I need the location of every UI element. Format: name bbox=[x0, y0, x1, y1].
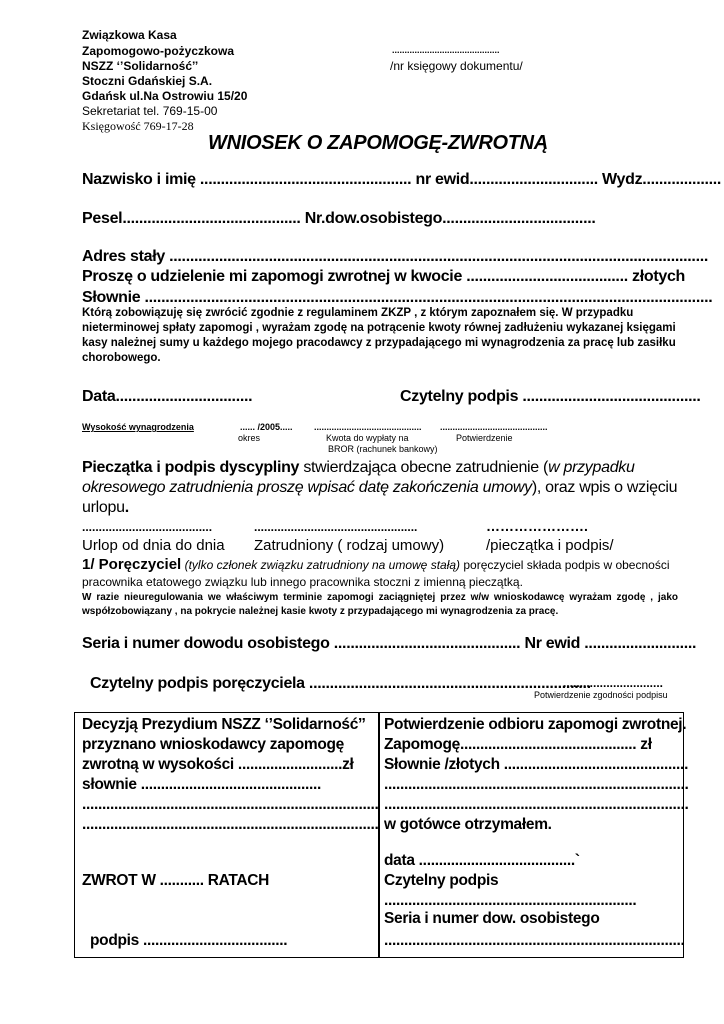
name-line[interactable]: Nazwisko i imię ................................................... nr ewid............................... Wydz................... bbox=[82, 171, 722, 188]
stamp-label: /pieczątka i podpis/ bbox=[486, 537, 614, 554]
salary-amount-dots[interactable]: ........................................... bbox=[314, 422, 422, 432]
request-amount-line[interactable]: Proszę o udzielenie mi zapomogi zwrotnej w kwocie ....................................... złotych bbox=[82, 268, 686, 285]
decision-dots-2[interactable]: .......................................................................... bbox=[82, 816, 379, 833]
employer-dot: . bbox=[124, 499, 129, 516]
doc-number-label: /nr księgowy dokumentu/ bbox=[390, 59, 523, 73]
org-address: Gdańsk ul.Na Ostrowiu 15/20 bbox=[82, 89, 248, 103]
applicant-signature-field[interactable]: Czytelny podpis ........................................... bbox=[400, 388, 701, 405]
employer-paragraph bbox=[82, 458, 678, 518]
decision-signature-field[interactable]: podpis .................................... bbox=[90, 932, 288, 949]
receipt-dots-1[interactable]: ............................................................................ bbox=[384, 776, 689, 793]
decision-line-2: przyznano wnioskodawcy zapomogę bbox=[82, 736, 344, 753]
salary-confirm-dots[interactable]: ........................................... bbox=[440, 422, 548, 432]
decision-dots-1[interactable]: .......................................................................... bbox=[82, 796, 379, 813]
salary-period[interactable]: ...... /2005..... bbox=[240, 422, 293, 432]
guarantor-paragraph bbox=[82, 556, 682, 591]
leave-dots[interactable]: ....................................... bbox=[82, 520, 213, 534]
document-title: WNIOSEK O ZAPOMOGĘ-ZWROTNĄ bbox=[208, 132, 548, 154]
commitment-text: Którą zobowiązuję się zwrócić zgodnie z regulaminem ZKZP , z którym zapoznałem się. W przypadku nieterminowej spłaty zapomogi , wyrażam zgodę na potrącenie kwoty równej zadłużeniu wykazanej księgami kasy należnej sumy u każdego mojego pracodawcy z przypadającego mi wynagrodzenia za pracę lub zasiłku chorobowego. bbox=[82, 307, 676, 364]
org-name-line-4: Stoczni Gdańskiej S.A. bbox=[82, 74, 213, 88]
table-divider bbox=[378, 712, 380, 958]
decision-words-field[interactable]: słownie ............................................. bbox=[82, 776, 322, 793]
amount-words-line[interactable]: Słownie ......................................................................................................................................... bbox=[82, 289, 713, 306]
receipt-amount-field[interactable]: Zapomogę............................................ zł bbox=[384, 736, 652, 753]
salary-label: Wysokość wynagrodzenia bbox=[82, 422, 194, 432]
guarantor-signature-line[interactable]: Czytelny podpis poręczyciela .................................................................... bbox=[90, 675, 591, 692]
pesel-id-line[interactable]: Pesel........................................... Nr.dow.osobistego..................................... bbox=[82, 210, 596, 227]
guarantor-consent: W razie nieuregulowania we właściwym terminie zapomogi zaciągniętej przez w/w wnioskodawcę wyrażam zgodę , jako współzobowiązany , na pokrycie należnej kasie kwoty z przypadającego mi wynagrodzenia za pracę. bbox=[82, 592, 678, 617]
guarantor-italic: (tylko członek związku zatrudniony na umowę stałą) bbox=[184, 558, 461, 572]
employer-italic: w przypadku okresowego zatrudnienia proszę wpisać datę zakończenia umowy bbox=[82, 459, 635, 496]
guarantor-text: poręczyciel składa podpis w obecności pracownika etatowego związku lub innego pracownika stoczni z imienną pieczątką. bbox=[82, 558, 670, 589]
receipt-dots-2[interactable]: ............................................................................ bbox=[384, 796, 689, 813]
confirm-caption: Potwierdzenie bbox=[456, 433, 513, 443]
doc-number-dots: ........................................... bbox=[392, 45, 500, 55]
receipt-date-field[interactable]: data .......................................` bbox=[384, 852, 580, 869]
guarantor-heading: 1/ Poręczyciel bbox=[82, 556, 182, 573]
receipt-cash-text: w gotówce otrzymałem. bbox=[384, 816, 552, 833]
accounting-phone: Księgowość 769-17-28 bbox=[82, 119, 194, 133]
installments-field[interactable]: ZWROT W ........... RATACH bbox=[82, 872, 270, 889]
decision-amount-field[interactable]: zwrotną w wysokości ..........................zł bbox=[82, 756, 354, 773]
stamp-dots[interactable]: …………………. bbox=[486, 518, 588, 534]
receipt-signature-dots[interactable]: ............................................................... bbox=[384, 892, 637, 909]
address-line[interactable]: Adres stały .................................................................................................................................. bbox=[82, 248, 709, 265]
org-name-line-3: NSZZ ‘’Solidarność’’ bbox=[82, 59, 199, 73]
receipt-id-dots[interactable]: ........................................................................... bbox=[384, 932, 685, 949]
employer-heading: Pieczątka i podpis dyscypliny bbox=[82, 459, 300, 476]
employer-text-end: ), oraz wpis o wzięciu urlopu bbox=[82, 479, 678, 516]
secretariat-phone: Sekretariat tel. 769-15-00 bbox=[82, 104, 218, 118]
employer-text: stwierdzająca obecne zatrudnienie ( bbox=[299, 459, 549, 476]
signature-confirm-dots[interactable]: .............................. bbox=[563, 676, 664, 690]
org-name-line-2: Zapomogowo-pożyczkowa bbox=[82, 44, 235, 58]
receipt-words-field[interactable]: Słownie /złotych .............................................. bbox=[384, 756, 689, 773]
amount-caption-2: BROR (rachunek bankowy) bbox=[328, 444, 438, 454]
decision-line-1: Decyzją Prezydium NSZZ ‘’Solidarność’’ bbox=[82, 716, 366, 733]
date-field[interactable]: Data................................. bbox=[82, 388, 253, 405]
amount-caption: Kwota do wypłaty na bbox=[326, 433, 409, 443]
guarantor-id-line[interactable]: Seria i numer dowodu osobistego ............................................. Nr ewid ........................... bbox=[82, 635, 697, 652]
receipt-line-1: Potwierdzenie odbioru zapomogi zwrotnej. bbox=[384, 716, 687, 733]
receipt-signature-label: Czytelny podpis bbox=[384, 872, 499, 889]
org-name-line-1: Związkowa Kasa bbox=[82, 28, 177, 42]
employment-dots[interactable]: ................................................. bbox=[254, 520, 418, 534]
leave-label: Urlop od dnia do dnia bbox=[82, 537, 225, 554]
signature-confirm-caption: Potwierdzenie zgodności podpisu bbox=[534, 690, 668, 700]
receipt-id-label: Seria i numer dow. osobistego bbox=[384, 910, 600, 927]
period-caption: okres bbox=[238, 433, 261, 443]
employment-label: Zatrudniony ( rodzaj umowy) bbox=[254, 537, 445, 554]
